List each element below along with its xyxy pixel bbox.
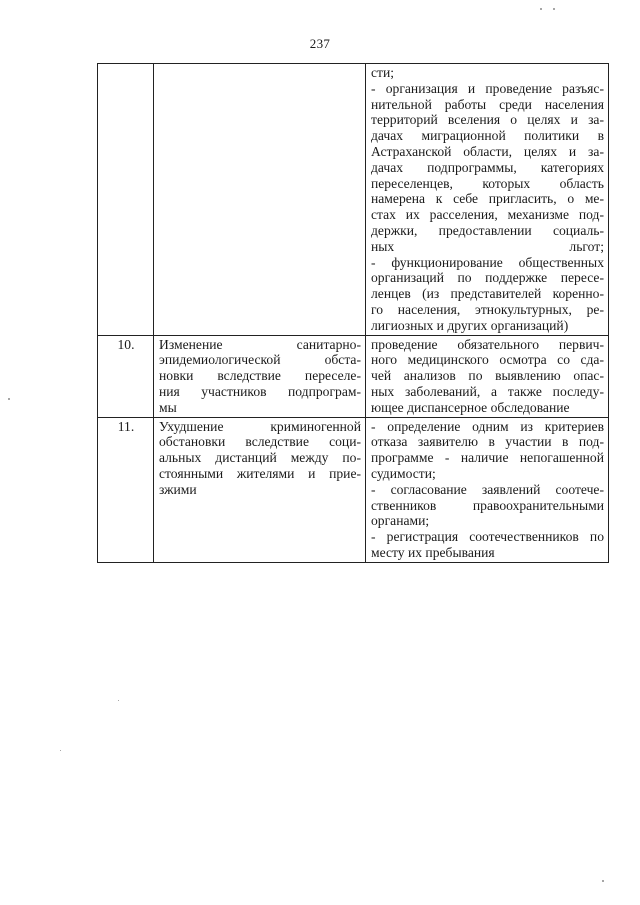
cell-text-line: ния участников подпрограм- (159, 383, 361, 399)
cell-text-line: проведение обязательного первич- (371, 336, 604, 352)
cell-text-line: месту их пребывания (371, 544, 495, 560)
cell-text-line: ных льгот; (371, 238, 604, 254)
page-number: 237 (309, 36, 331, 51)
measures-table (97, 63, 609, 563)
cell-text-line: намерена к себе пригласить, о ме- (371, 191, 604, 207)
cell-text-line: го населения, этнокультурных, ре- (371, 301, 604, 317)
cell-text-line: - организация и проведение разъяс- (371, 80, 604, 96)
row-number-cell (98, 64, 154, 336)
risk-cell (154, 64, 366, 336)
cell-text-line: зжими (159, 481, 197, 497)
cell-text-line: ственников правоохранительными (371, 497, 604, 513)
cell-text-line: дачах подпрограммы, категориях (371, 159, 604, 175)
table-body (98, 64, 609, 563)
scan-speck (8, 398, 10, 400)
measure-cell (366, 64, 609, 336)
cell-text-line: - определение одним из критериев (371, 418, 604, 434)
measure-cell (366, 335, 609, 417)
scan-speck (553, 8, 555, 10)
cell-text-line: - согласование заявлений соотече- (371, 481, 604, 497)
cell-text-line: органами; (371, 513, 430, 529)
cell-text-line: Астраханской области, целях и за- (371, 143, 604, 159)
cell-text-line: мы (159, 399, 177, 415)
cell-text-line: отказа заявителю в участии в под- (371, 434, 604, 450)
measure-cell (366, 417, 609, 562)
cell-text-line: Изменение санитарно- (159, 336, 361, 352)
cell-text-line: эпидемиологической обста- (159, 352, 361, 368)
risk-cell (154, 417, 366, 562)
cell-text-line: территорий вселения о целях и за- (371, 112, 604, 128)
cell-text-line: дачах миграционной политики в (371, 128, 604, 144)
cell-text-line: ного медицинского осмотра со сда- (371, 352, 604, 368)
row-number-cell: 10. (98, 335, 154, 417)
cell-text-line: сти; (371, 65, 395, 80)
table-row (98, 417, 609, 562)
cell-text-line: лигиозных и других организаций) (371, 317, 569, 333)
table-row (98, 335, 609, 417)
cell-text-line: - регистрация соотечественников по (371, 529, 604, 545)
cell-text-line: альных дистанций между по- (159, 450, 361, 466)
cell-text-line: стах их расселения, механизме под- (371, 207, 604, 223)
cell-text-line: организаций по поддержке пересе- (371, 270, 604, 286)
scan-speck (602, 880, 604, 882)
cell-text-line: переселенцев, которых область (371, 175, 604, 191)
cell-text-line: ленцев (из представителей коренно- (371, 286, 604, 302)
scan-speck (118, 700, 119, 701)
cell-text-line: - функционирование общественных (371, 254, 604, 270)
cell-text-line: судимости; (371, 465, 436, 481)
row-number-cell: 11. (98, 417, 154, 562)
cell-text-line: нительной работы среди населения (371, 96, 604, 112)
scan-speck (60, 750, 61, 751)
cell-text-line: обстановки вследствие соци- (159, 434, 361, 450)
cell-text-line: новки вследствие переселе- (159, 368, 361, 384)
scan-speck (540, 8, 542, 10)
cell-text-line: стоянными жителями и прие- (159, 465, 361, 481)
cell-text-line: ющее диспансерное обследование (371, 399, 570, 415)
risk-cell (154, 335, 366, 417)
cell-text-line: ных заболеваний, а также последу- (371, 383, 604, 399)
cell-text-line: программе - наличие непогашенной (371, 450, 604, 466)
cell-text-line: чей анализов по выявлению опас- (371, 368, 604, 384)
table-row (98, 64, 609, 336)
cell-text-line: Ухудшение криминогенной (159, 418, 361, 434)
cell-text-line: держки, предоставлении социаль- (371, 222, 604, 238)
